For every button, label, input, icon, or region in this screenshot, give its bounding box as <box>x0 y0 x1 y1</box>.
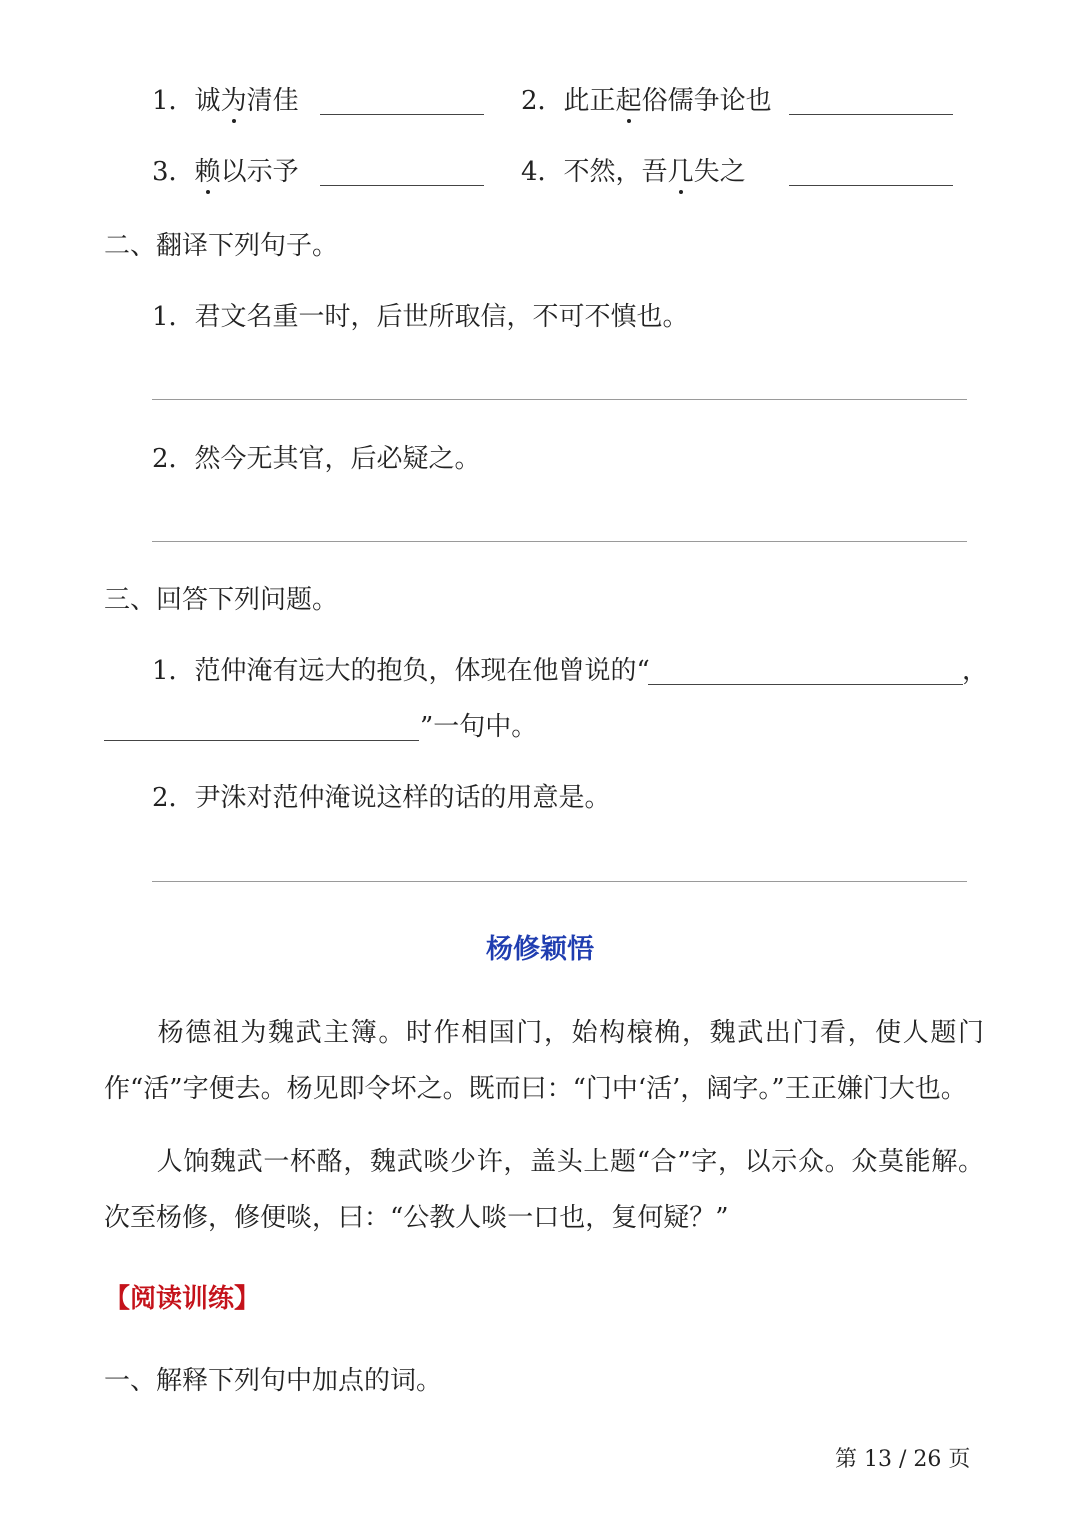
answer-blank-4[interactable] <box>789 185 953 186</box>
section3-question-2: 2．尹洙对范仲淹说这样的话的用意是。 <box>152 783 611 813</box>
item-4: 4．不然，吾几失之 <box>521 157 746 187</box>
answer-blank-1[interactable] <box>320 114 484 115</box>
dotted-char: 起 <box>615 86 642 116</box>
answer-blank-quote-1[interactable] <box>648 684 963 685</box>
page-number: 第 13 / 26 页 <box>835 1447 971 1472</box>
answer-line-translate-1[interactable] <box>152 399 967 400</box>
section3-question-1-end: ”一句中。 <box>420 712 538 742</box>
section3-heading: 三、回答下列问题。 <box>104 585 339 615</box>
training-label: 【阅读训练】 <box>104 1284 261 1314</box>
section2-question-2: 2．然今无其官，后必疑之。 <box>152 444 481 474</box>
training-question-1: 一、解释下列句中加点的词。 <box>104 1366 443 1396</box>
item-1: 1．诚为清佳 <box>152 86 299 116</box>
dotted-char: 为 <box>220 86 247 116</box>
answer-line-translate-2[interactable] <box>152 541 967 542</box>
answer-blank-2[interactable] <box>789 114 953 115</box>
story-paragraph-2: 人饷魏武一杯酪，魏武啖少许，盖头上题“合”字，以示众。众莫能解。次至杨修，修便啖，曰：“公教人啖一口也，复何疑？” <box>104 1147 984 1233</box>
answer-blank-quote-2[interactable] <box>104 740 419 741</box>
answer-line-purpose[interactable] <box>152 881 967 882</box>
section2-heading: 二、翻译下列句子。 <box>104 231 339 261</box>
section3-question-1: 1．范仲淹有远大的抱负，体现在他曾说的“ <box>152 656 650 686</box>
item-2: 2．此正起俗儒争论也 <box>521 86 772 116</box>
item-3: 3．赖以示予 <box>152 157 299 187</box>
story-title: 杨修颖悟 <box>486 934 594 965</box>
section2-question-1: 1．君文名重一时，后世所取信，不可不慎也。 <box>152 302 689 332</box>
dotted-char: 赖 <box>194 157 221 187</box>
comma: ， <box>962 656 989 686</box>
dotted-char: 几 <box>667 157 694 187</box>
answer-blank-3[interactable] <box>320 185 484 186</box>
story-paragraph-1: 杨德祖为魏武主簿。时作相国门，始构榱桷，魏武出门看，使人题门作“活”字便去。杨见即令坏之。既而曰：“门中‘活’，阔字。”王正嫌门大也。 <box>104 1018 984 1104</box>
